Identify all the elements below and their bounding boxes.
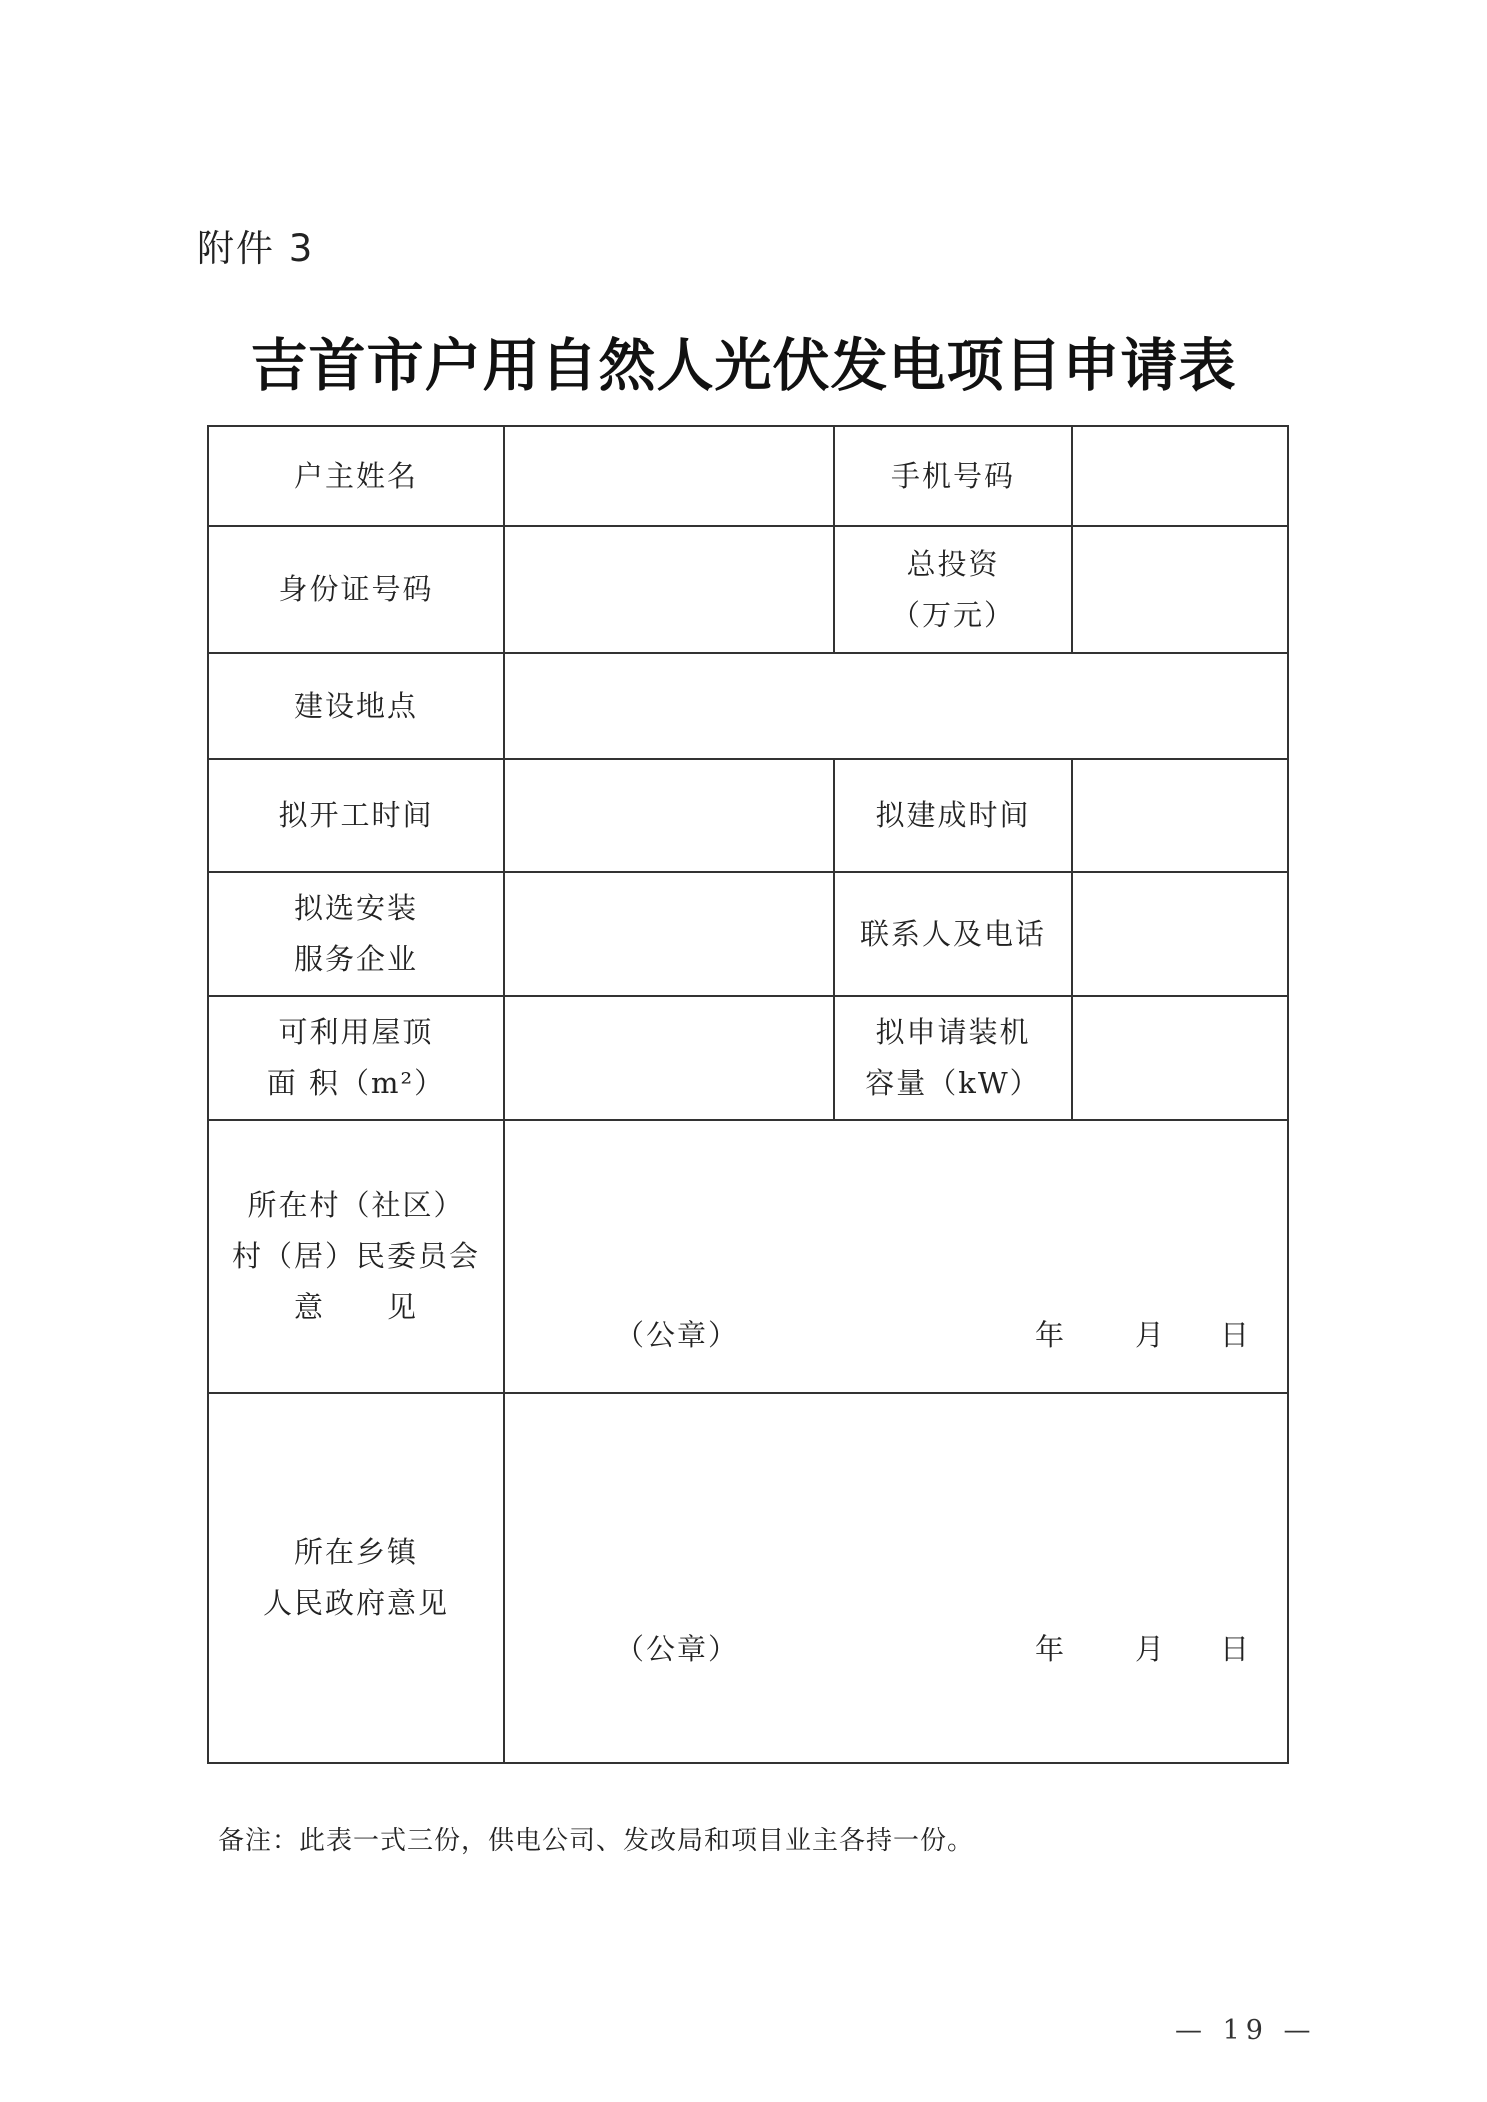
village-opinion-line3: 意 见 xyxy=(293,1289,418,1324)
village-opinion-line2: 村（居）民委员会 xyxy=(231,1239,480,1274)
row-township-opinion xyxy=(208,1393,1288,1763)
roof-area-field[interactable] xyxy=(504,996,834,1120)
township-month-text: 月 xyxy=(1135,1632,1167,1666)
capacity-label-line2: 容量（kW） xyxy=(865,1066,1041,1100)
attachment-label: 附件 3 xyxy=(197,227,315,270)
investment-label-line2: （万元） xyxy=(890,597,1015,632)
phone-field[interactable] xyxy=(1072,426,1288,526)
township-day-text: 日 xyxy=(1220,1632,1252,1666)
roof-area-label-line1: 可利用屋顶 xyxy=(278,1015,434,1050)
owner-name-field[interactable] xyxy=(504,426,834,526)
village-year-text: 年 xyxy=(1035,1318,1067,1352)
owner-name-label: 户主姓名 xyxy=(208,426,504,526)
phone-label: 手机号码 xyxy=(834,426,1072,526)
contact-label: 联系人及电话 xyxy=(834,872,1072,996)
investment-label-line1: 总投资 xyxy=(906,546,1000,581)
contact-field[interactable] xyxy=(1072,872,1288,996)
finish-time-label: 拟建成时间 xyxy=(834,759,1072,872)
roof-area-label xyxy=(208,996,504,1120)
township-opinion-label xyxy=(208,1393,504,1763)
page-number: — 19 — xyxy=(1175,2015,1317,2046)
roof-area-label-line2: 面 积（m²） xyxy=(266,1066,446,1100)
id-field[interactable] xyxy=(504,526,834,653)
village-seal-text: （公章） xyxy=(615,1318,740,1352)
row-time xyxy=(208,759,1288,872)
township-seal-line xyxy=(505,1624,1287,1664)
start-time-label: 拟开工时间 xyxy=(208,759,504,872)
investment-label xyxy=(834,526,1072,653)
installer-label xyxy=(208,872,504,996)
row-village-opinion xyxy=(208,1120,1288,1393)
row-installer xyxy=(208,872,1288,996)
investment-field[interactable] xyxy=(1072,526,1288,653)
township-opinion-line2: 人民政府意见 xyxy=(262,1586,449,1620)
row-roof xyxy=(208,996,1288,1120)
village-opinion-field[interactable] xyxy=(504,1120,1288,1393)
township-opinion-field[interactable] xyxy=(504,1393,1288,1763)
capacity-label-line1: 拟申请装机 xyxy=(875,1015,1031,1050)
row-site xyxy=(208,653,1288,759)
capacity-field[interactable] xyxy=(1072,996,1288,1120)
start-time-field[interactable] xyxy=(504,759,834,872)
township-year-text: 年 xyxy=(1035,1632,1067,1666)
installer-label-line2: 服务企业 xyxy=(293,942,418,976)
site-field[interactable] xyxy=(504,653,1288,759)
village-seal-line xyxy=(505,1310,1287,1350)
village-opinion-line1: 所在村（社区） xyxy=(247,1188,465,1223)
site-label: 建设地点 xyxy=(208,653,504,759)
township-opinion-line1: 所在乡镇 xyxy=(293,1535,418,1570)
application-form-table xyxy=(207,425,1289,1764)
village-opinion-label xyxy=(208,1120,504,1393)
finish-time-field[interactable] xyxy=(1072,759,1288,872)
row-id xyxy=(208,526,1288,653)
installer-label-line1: 拟选安装 xyxy=(293,891,418,926)
capacity-label xyxy=(834,996,1072,1120)
footnote: 备注：此表一式三份，供电公司、发改局和项目业主各持一份。 xyxy=(218,1826,975,1856)
township-seal-text: （公章） xyxy=(615,1632,740,1666)
village-month-text: 月 xyxy=(1135,1318,1167,1352)
row-owner xyxy=(208,426,1288,526)
page-title: 吉首市户用自然人光伏发电项目申请表 xyxy=(250,333,1237,399)
installer-field[interactable] xyxy=(504,872,834,996)
id-label: 身份证号码 xyxy=(208,526,504,653)
village-day-text: 日 xyxy=(1220,1318,1252,1352)
